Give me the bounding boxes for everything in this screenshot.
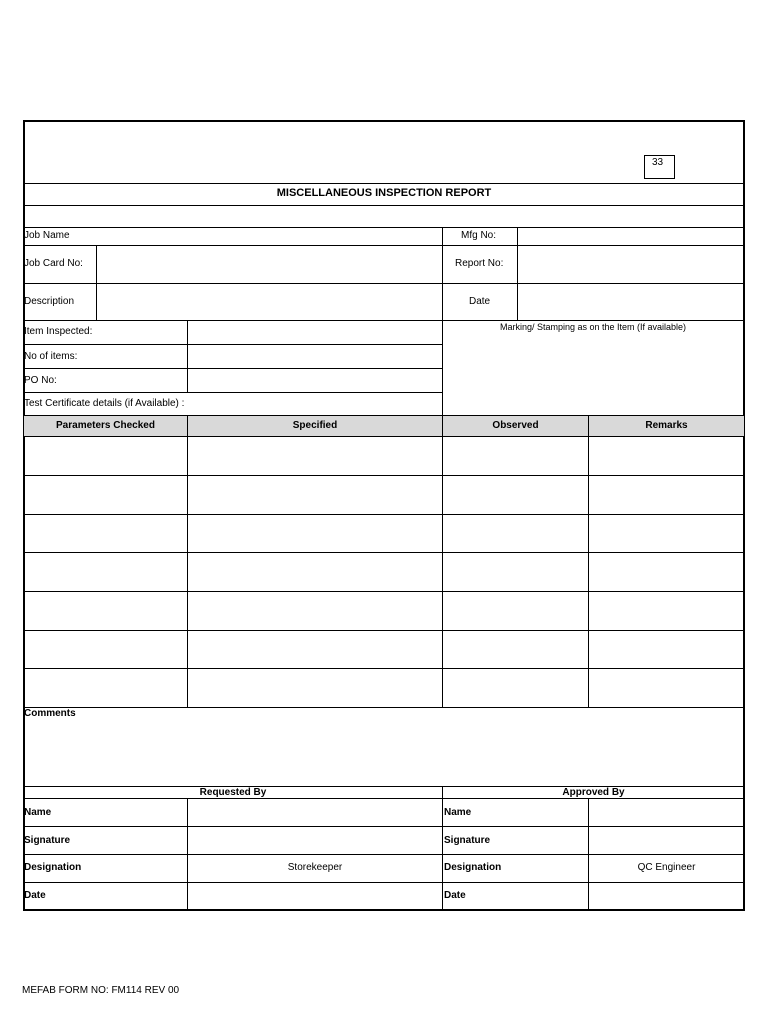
divider [24, 630, 744, 631]
divider [24, 344, 442, 345]
divider [24, 227, 744, 228]
approved-name-label: Name [444, 807, 472, 818]
approved-designation-value: QC Engineer [637, 862, 696, 873]
report-no-label: Report No: [455, 258, 504, 269]
divider [24, 854, 744, 855]
requested-by-heading: Requested By [199, 787, 267, 798]
item-inspected-label: Item Inspected: [24, 326, 93, 337]
requested-date-label: Date [24, 890, 46, 901]
requested-designation-value: Storekeeper [287, 862, 343, 873]
divider [588, 798, 589, 910]
marking-label: Marking/ Stamping as on the Item (If available) [499, 322, 687, 332]
divider [24, 368, 442, 369]
divider [24, 882, 744, 883]
approved-designation-label: Designation [444, 862, 502, 873]
header-observed: Observed [492, 420, 539, 431]
approved-signature-label: Signature [444, 835, 491, 846]
divider [24, 436, 744, 437]
requested-name-label: Name [24, 807, 52, 818]
divider [24, 591, 744, 592]
divider [24, 707, 744, 708]
job-name-label: Job Name [24, 230, 70, 241]
description-label: Description [24, 296, 75, 307]
job-card-no-label: Job Card No: [24, 258, 83, 269]
header-specified: Specified [292, 420, 338, 431]
requested-designation-label: Designation [24, 862, 82, 873]
divider [24, 514, 744, 515]
divider [187, 320, 188, 392]
form-footer: MEFAB FORM NO: FM114 REV 00 [22, 985, 180, 996]
divider [24, 245, 744, 246]
requested-signature-label: Signature [24, 835, 71, 846]
divider [24, 183, 744, 184]
divider [24, 668, 744, 669]
form-number-box: 33 [644, 155, 675, 179]
divider [24, 415, 744, 416]
divider [24, 826, 744, 827]
form-title: MISCELLANEOUS INSPECTION REPORT [276, 187, 492, 199]
date-label: Date [469, 296, 491, 307]
header-remarks: Remarks [645, 420, 688, 431]
header-parameters-checked: Parameters Checked [56, 420, 155, 431]
divider [588, 415, 589, 707]
divider [442, 415, 443, 707]
test-certificate-label: Test Certificate details (if Available) : [24, 398, 185, 409]
divider [24, 283, 744, 284]
approved-date-label: Date [444, 890, 466, 901]
po-no-label: PO No: [24, 375, 57, 386]
no-of-items-label: No of items: [24, 351, 78, 362]
divider [24, 475, 744, 476]
comments-label: Comments [24, 708, 76, 719]
divider [187, 798, 188, 910]
divider [517, 227, 518, 320]
divider [187, 415, 188, 707]
approved-by-heading: Approved By [562, 787, 625, 798]
divider [442, 786, 443, 910]
divider [96, 245, 97, 320]
divider [24, 205, 744, 206]
divider [24, 392, 442, 393]
divider [24, 552, 744, 553]
mfg-no-label: Mfg No: [461, 230, 497, 241]
